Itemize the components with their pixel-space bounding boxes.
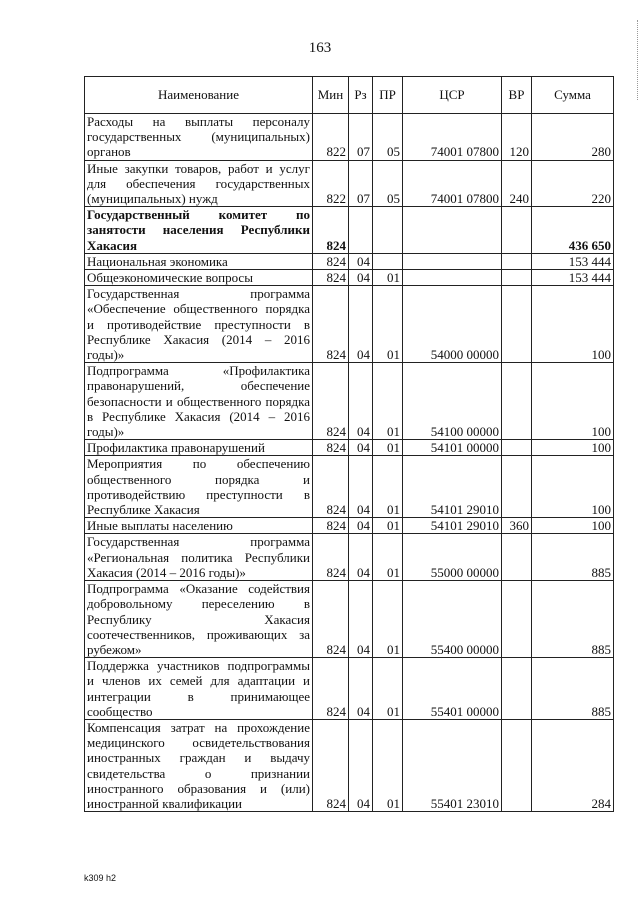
page-number: 163 xyxy=(308,40,332,56)
row-vr xyxy=(502,658,532,720)
row-min: 822 xyxy=(313,114,349,161)
row-pr: 01 xyxy=(373,719,403,811)
header-vr: ВР xyxy=(502,77,532,114)
row-vr xyxy=(502,207,532,254)
table-header-row xyxy=(85,77,614,114)
table-row xyxy=(85,581,614,658)
row-rz: 04 xyxy=(349,456,373,518)
margin-scan-mark xyxy=(634,20,638,100)
table-row xyxy=(85,207,614,254)
row-name: Государственная программа «Обеспечение общественного порядка и противодействие преступности в Республике Хакасия (2014 – 2016 годы)» xyxy=(85,286,313,363)
row-sum: 885 xyxy=(532,534,614,581)
row-min: 824 xyxy=(313,440,349,456)
row-name: Государственная программа «Региональная политика Республики Хакасия (2014 – 2016 годы)» xyxy=(85,534,313,581)
row-vr xyxy=(502,363,532,440)
row-pr: 05 xyxy=(373,114,403,161)
row-min: 824 xyxy=(313,270,349,286)
row-csr xyxy=(403,253,502,269)
row-min: 824 xyxy=(313,286,349,363)
row-csr: 54000 00000 xyxy=(403,286,502,363)
row-csr xyxy=(403,270,502,286)
row-sum: 885 xyxy=(532,658,614,720)
row-vr xyxy=(502,456,532,518)
row-name: Иные закупки товаров, работ и услуг для обеспечения государственных (муниципальных) нужд xyxy=(85,160,313,207)
row-pr: 01 xyxy=(373,534,403,581)
row-name: Профилактика правонарушений xyxy=(85,440,313,456)
row-csr xyxy=(403,207,502,254)
row-vr xyxy=(502,253,532,269)
row-csr: 54101 29010 xyxy=(403,456,502,518)
row-name: Подпрограмма «Профилактика правонарушений, обеспечение безопасности и общественного порядка в Республике Хакасия (2014 – 2016 годы)» xyxy=(85,363,313,440)
row-pr: 01 xyxy=(373,286,403,363)
row-rz: 04 xyxy=(349,719,373,811)
row-min: 824 xyxy=(313,581,349,658)
header-name: Наименование xyxy=(85,77,313,114)
table-row xyxy=(85,534,614,581)
row-name: Поддержка участников подпрограммы и членов их семей для адаптации и интеграции в принимающее сообщество xyxy=(85,658,313,720)
row-name: Национальная экономика xyxy=(85,253,313,269)
row-vr xyxy=(502,719,532,811)
row-pr: 05 xyxy=(373,160,403,207)
row-min: 824 xyxy=(313,253,349,269)
table-row xyxy=(85,719,614,811)
row-pr xyxy=(373,207,403,254)
row-name: Иные выплаты населению xyxy=(85,518,313,534)
row-rz: 04 xyxy=(349,363,373,440)
row-name: Мероприятия по обеспечению общественного порядка и противодействию преступности в Республике Хакасия xyxy=(85,456,313,518)
row-name: Подпрограмма «Оказание содействия добровольному переселению в Республику Хакасия соотечественников, проживающих за рубежом» xyxy=(85,581,313,658)
footer-code: k309 h2 xyxy=(84,873,117,883)
row-rz: 04 xyxy=(349,286,373,363)
row-name: Расходы на выплаты персоналу государственных (муниципальных) органов xyxy=(85,114,313,161)
row-sum: 100 xyxy=(532,456,614,518)
table-row xyxy=(85,286,614,363)
row-sum: 220 xyxy=(532,160,614,207)
row-pr: 01 xyxy=(373,456,403,518)
row-pr: 01 xyxy=(373,518,403,534)
row-sum: 280 xyxy=(532,114,614,161)
row-sum: 100 xyxy=(532,440,614,456)
table-row xyxy=(85,518,614,534)
row-sum: 284 xyxy=(532,719,614,811)
row-vr xyxy=(502,534,532,581)
row-csr: 55000 00000 xyxy=(403,534,502,581)
row-min: 824 xyxy=(313,518,349,534)
table-row xyxy=(85,363,614,440)
row-sum: 100 xyxy=(532,363,614,440)
row-vr: 120 xyxy=(502,114,532,161)
row-sum: 885 xyxy=(532,581,614,658)
table-row xyxy=(85,440,614,456)
row-pr xyxy=(373,253,403,269)
table-row xyxy=(85,270,614,286)
row-csr: 55401 23010 xyxy=(403,719,502,811)
row-min: 824 xyxy=(313,658,349,720)
row-sum: 153 444 xyxy=(532,253,614,269)
row-vr xyxy=(502,581,532,658)
row-sum: 100 xyxy=(532,286,614,363)
row-csr: 55401 00000 xyxy=(403,658,502,720)
row-vr: 360 xyxy=(502,518,532,534)
row-csr: 55400 00000 xyxy=(403,581,502,658)
row-pr: 01 xyxy=(373,658,403,720)
header-min: Мин xyxy=(313,77,349,114)
row-name: Государственный комитет по занятости населения Республики Хакасия xyxy=(85,207,313,254)
row-csr: 74001 07800 xyxy=(403,160,502,207)
row-rz xyxy=(349,207,373,254)
row-sum: 436 650 xyxy=(532,207,614,254)
row-rz: 04 xyxy=(349,581,373,658)
table-row xyxy=(85,456,614,518)
row-min: 824 xyxy=(313,363,349,440)
table-row xyxy=(85,114,614,161)
row-rz: 04 xyxy=(349,440,373,456)
table-row xyxy=(85,253,614,269)
row-name: Компенсация затрат на прохождение медицинского освидетельствования иностранных граждан и выдачу свидетельства о признании иностранного образования и (или) иностранной квалификации xyxy=(85,719,313,811)
row-min: 824 xyxy=(313,534,349,581)
table-row xyxy=(85,658,614,720)
header-rz: Рз xyxy=(349,77,373,114)
row-rz: 04 xyxy=(349,534,373,581)
row-min: 824 xyxy=(313,207,349,254)
row-vr xyxy=(502,440,532,456)
row-rz: 04 xyxy=(349,658,373,720)
row-rz: 07 xyxy=(349,114,373,161)
header-sum: Сумма xyxy=(532,77,614,114)
row-rz: 04 xyxy=(349,253,373,269)
row-name: Общеэкономические вопросы xyxy=(85,270,313,286)
row-csr: 54101 00000 xyxy=(403,440,502,456)
header-csr: ЦСР xyxy=(403,77,502,114)
row-sum: 153 444 xyxy=(532,270,614,286)
row-pr: 01 xyxy=(373,440,403,456)
row-min: 824 xyxy=(313,456,349,518)
row-min: 822 xyxy=(313,160,349,207)
table-row xyxy=(85,160,614,207)
row-rz: 07 xyxy=(349,160,373,207)
row-csr: 74001 07800 xyxy=(403,114,502,161)
row-pr: 01 xyxy=(373,581,403,658)
budget-table xyxy=(84,76,614,812)
row-pr: 01 xyxy=(373,270,403,286)
row-csr: 54100 00000 xyxy=(403,363,502,440)
row-pr: 01 xyxy=(373,363,403,440)
row-rz: 04 xyxy=(349,518,373,534)
header-pr: ПР xyxy=(373,77,403,114)
row-vr xyxy=(502,286,532,363)
row-sum: 100 xyxy=(532,518,614,534)
row-rz: 04 xyxy=(349,270,373,286)
row-vr: 240 xyxy=(502,160,532,207)
row-min: 824 xyxy=(313,719,349,811)
row-csr: 54101 29010 xyxy=(403,518,502,534)
row-vr xyxy=(502,270,532,286)
